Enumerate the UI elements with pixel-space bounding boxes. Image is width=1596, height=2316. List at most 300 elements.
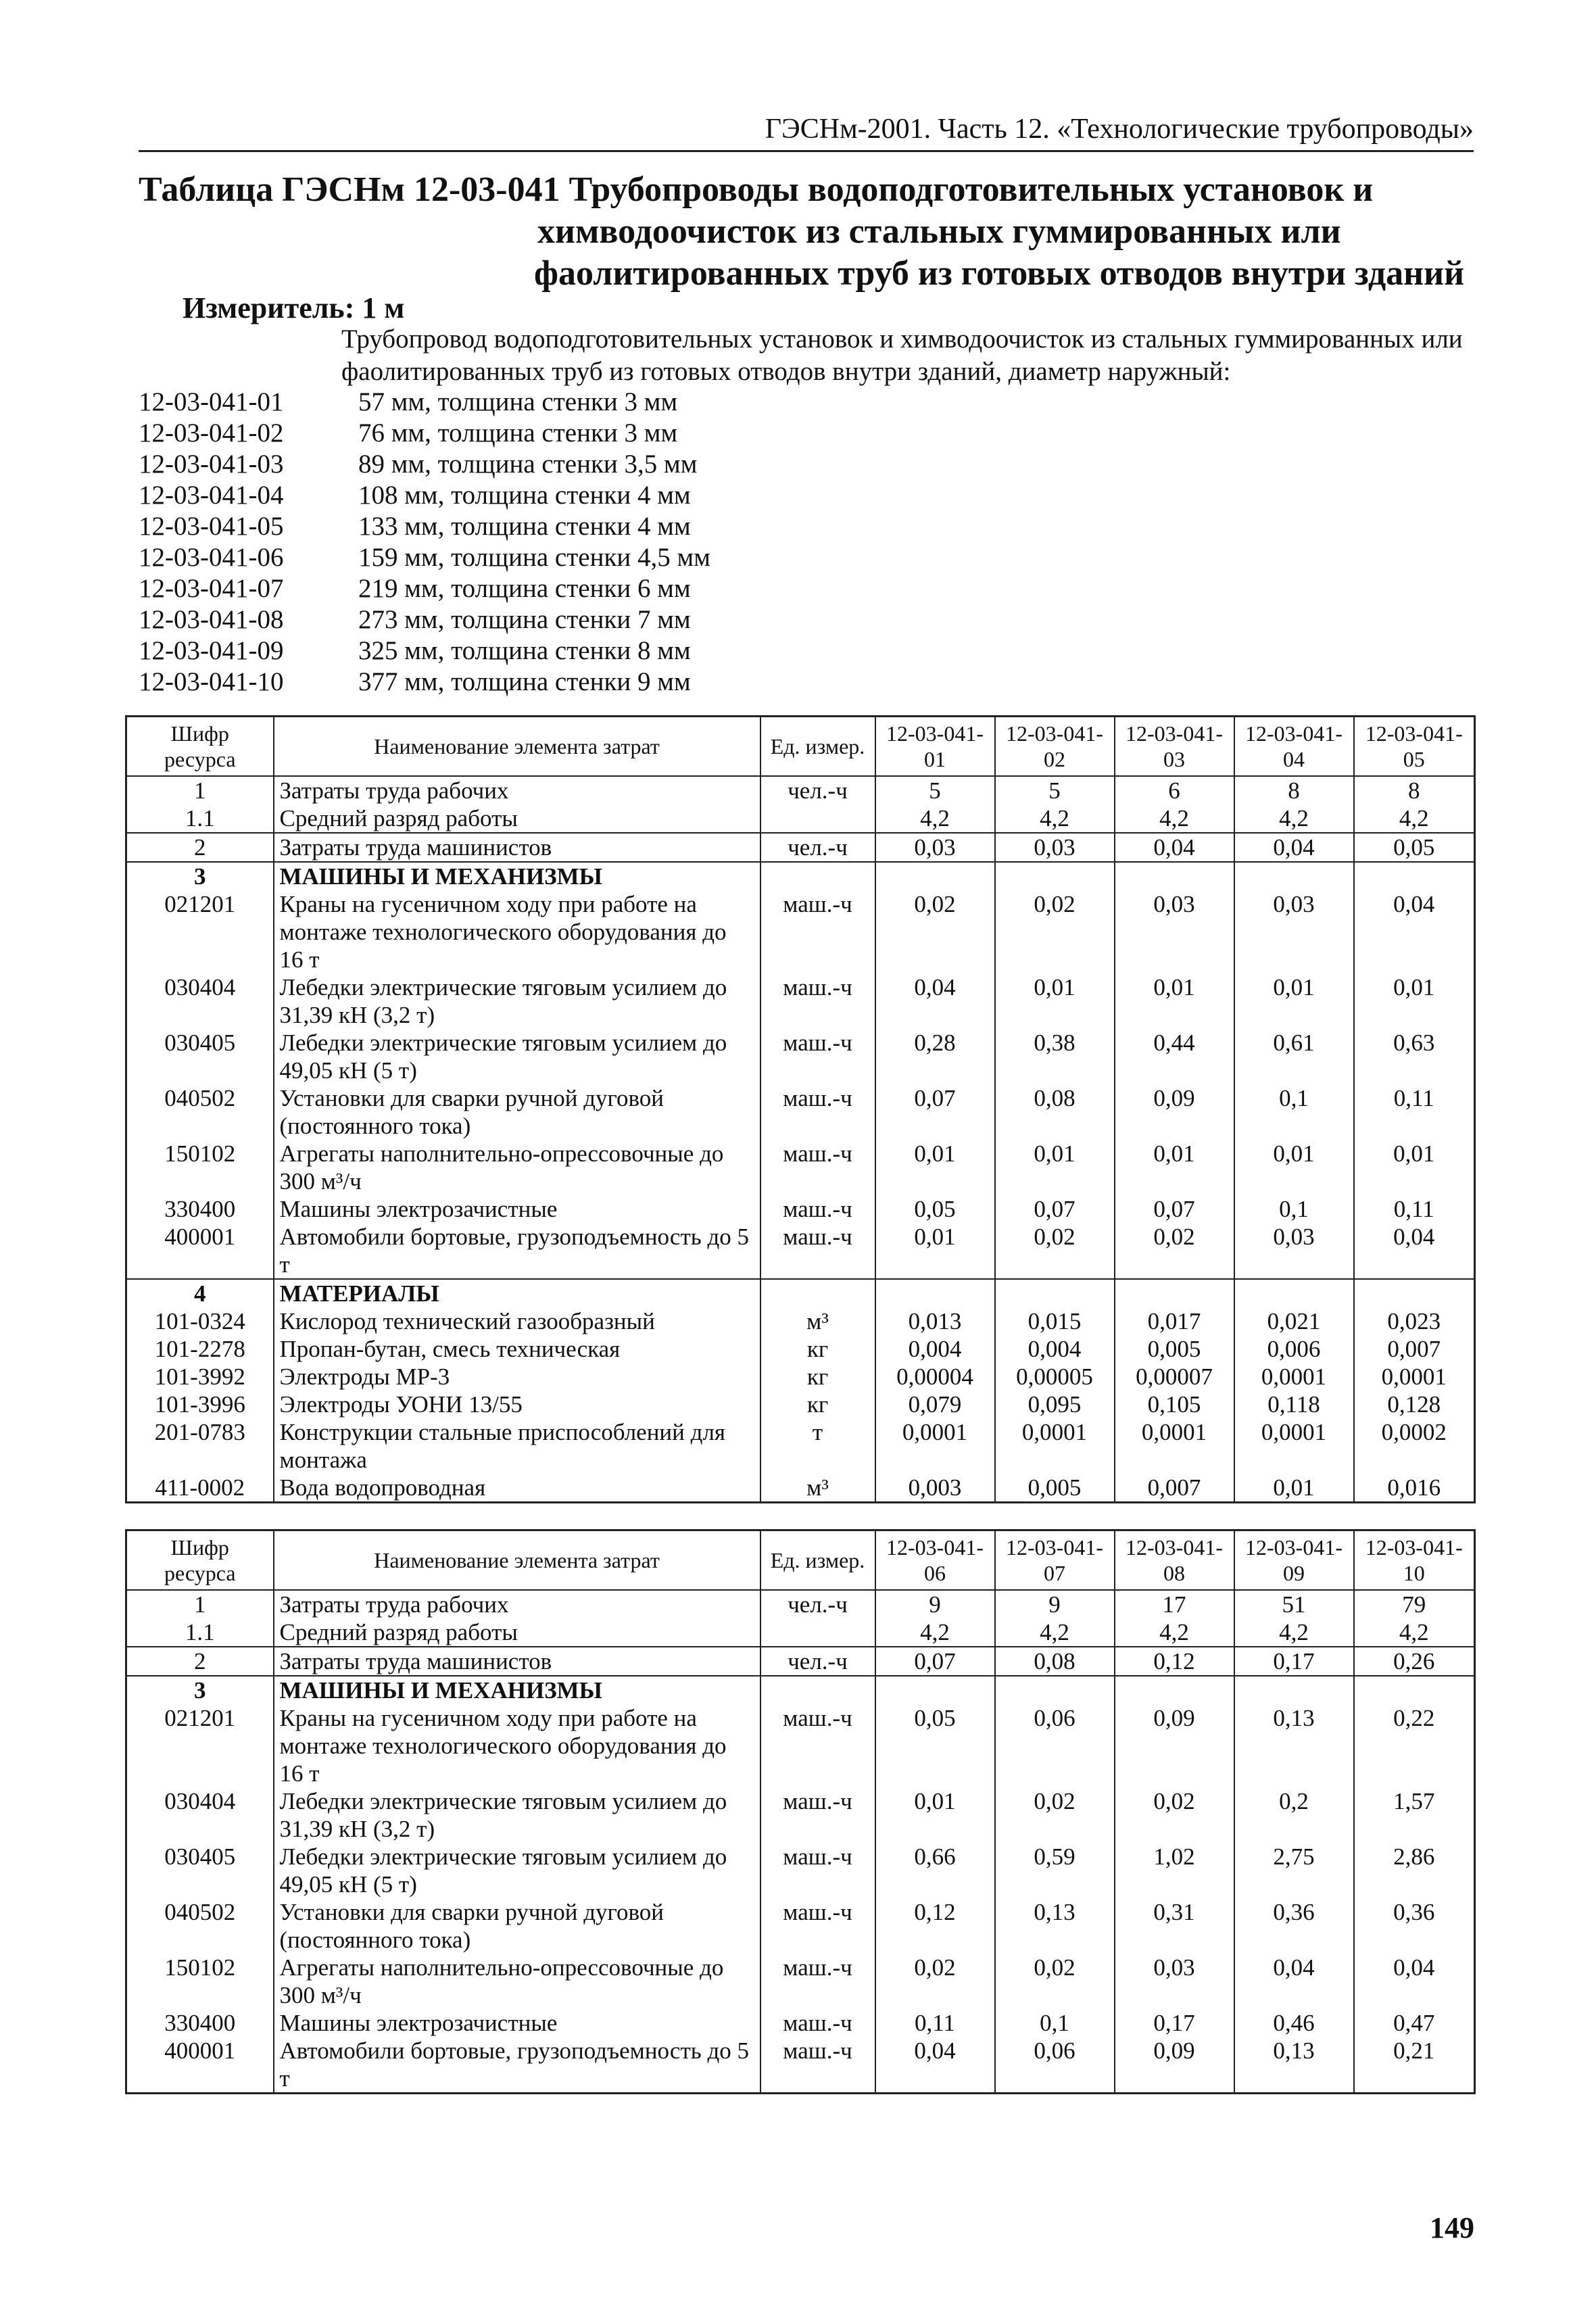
work-item-code: 12-03-041-04 (139, 481, 284, 510)
norm-value: 0,021 (1234, 1307, 1354, 1335)
work-item-code: 12-03-041-03 (139, 450, 284, 479)
norm-value: 0,46 (1234, 2009, 1354, 2037)
work-item-code: 12-03-041-07 (139, 574, 284, 603)
norm-value: 4,2 (875, 1618, 995, 1647)
norm-value: 0,017 (1115, 1307, 1234, 1335)
unit-of-measure: маш.-ч (760, 1195, 875, 1223)
header-norm-code: 12-03-041-10 (1354, 1530, 1475, 1591)
title-line-3: фаолитированных труб из готовых отводов внутри зданий (534, 254, 1465, 293)
cost-element-name: Краны на гусеничном ходу при работе на монтаже технологического оборудования до 16 т (274, 890, 760, 973)
norm-value: 79 (1354, 1590, 1475, 1618)
norm-value: 0,03 (1234, 1223, 1354, 1279)
resource-code: 1 (126, 776, 274, 804)
work-item-text: 377 мм, толщина стенки 9 мм (358, 667, 691, 696)
resource-code: 021201 (126, 1704, 274, 1787)
resource-code: 2 (126, 833, 274, 862)
work-item-text: 325 мм, толщина стенки 8 мм (358, 636, 691, 665)
table-row (126, 1787, 1475, 1843)
norm-value: 0,28 (875, 1029, 995, 1084)
norm-value: 0,04 (1354, 1223, 1475, 1279)
table-row (126, 1029, 1475, 1084)
resource-code: 150102 (126, 1954, 274, 2009)
unit-of-measure: маш.-ч (760, 1140, 875, 1195)
unit-of-measure: маш.-ч (760, 1787, 875, 1843)
norm-value (1234, 1676, 1354, 1704)
section-row (126, 1279, 1475, 1307)
unit-of-measure: маш.-ч (760, 1084, 875, 1140)
norm-value: 0,09 (1115, 1084, 1234, 1140)
resource-code: 1 (126, 1590, 274, 1618)
norm-value: 6 (1115, 776, 1234, 804)
work-item-text: 108 мм, толщина стенки 4 мм (358, 481, 691, 510)
page-number: 149 (1430, 2211, 1474, 2244)
table-row (126, 1195, 1475, 1223)
norm-value: 0,66 (875, 1843, 995, 1898)
work-item-code: 12-03-041-10 (139, 667, 284, 696)
work-item-text: 273 мм, толщина стенки 7 мм (358, 605, 691, 634)
header-norm-code: 12-03-041-03 (1115, 717, 1234, 777)
norm-value (995, 1279, 1115, 1307)
norm-value: 0,44 (1115, 1029, 1234, 1084)
norm-value: 0,004 (875, 1335, 995, 1363)
norm-value: 0,04 (875, 973, 995, 1029)
norm-value: 0,09 (1115, 2037, 1234, 2094)
measure-unit: Измеритель: 1 м (183, 291, 405, 324)
norm-value: 0,04 (1354, 1954, 1475, 2009)
work-item (139, 635, 710, 667)
norm-value (995, 1676, 1115, 1704)
norm-value: 0,08 (995, 1084, 1115, 1140)
norm-value: 0,1 (995, 2009, 1115, 2037)
cost-element-name: Агрегаты наполнительно-опрессовочные до 300 м³/ч (274, 1954, 760, 2009)
unit-of-measure: чел.-ч (760, 1590, 875, 1618)
norm-value: 0,04 (875, 2037, 995, 2094)
header-unit: Ед. измер. (760, 717, 875, 777)
norm-value (1234, 862, 1354, 890)
resource-code: 400001 (126, 2037, 274, 2094)
norm-value: 51 (1234, 1590, 1354, 1618)
header-norm-code: 12-03-041-01 (875, 717, 995, 777)
header-norm-code: 12-03-041-04 (1234, 717, 1354, 777)
work-item (139, 542, 710, 573)
work-item-text: 159 мм, толщина стенки 4,5 мм (358, 543, 710, 572)
norm-value: 0,02 (995, 1787, 1115, 1843)
resource-code: 101-2278 (126, 1335, 274, 1363)
table-row (126, 890, 1475, 973)
work-item-text: 133 мм, толщина стенки 4 мм (358, 512, 691, 541)
norm-value: 0,013 (875, 1307, 995, 1335)
cost-element-name: Лебедки электрические тяговым усилием до 31,39 кН (3,2 т) (274, 1787, 760, 1843)
norm-value: 0,01 (1234, 1140, 1354, 1195)
table-row (126, 1140, 1475, 1195)
work-item (139, 387, 710, 418)
table-title (139, 169, 1474, 295)
norm-value: 0,03 (1234, 890, 1354, 973)
norm-value: 0,21 (1354, 2037, 1475, 2094)
norm-value: 9 (875, 1590, 995, 1618)
cost-element-name: Затраты труда рабочих (274, 1590, 760, 1618)
unit-of-measure: м³ (760, 1474, 875, 1503)
norm-value: 0,01 (1115, 973, 1234, 1029)
norm-value: 0,01 (875, 1140, 995, 1195)
norm-value: 0,0002 (1354, 1418, 1475, 1474)
resource-code: 4 (126, 1279, 274, 1307)
norm-value: 4,2 (1115, 1618, 1234, 1647)
resource-code: 1.1 (126, 1618, 274, 1647)
norm-value: 0,11 (1354, 1195, 1475, 1223)
norm-value: 0,03 (1115, 1954, 1234, 2009)
norm-value: 0,02 (875, 890, 995, 973)
unit-of-measure: маш.-ч (760, 1223, 875, 1279)
unit-of-measure: маш.-ч (760, 1843, 875, 1898)
norm-value (995, 862, 1115, 890)
work-description: Трубопровод водоподготовительных установок и химводоочисток из стальных гуммированных или фаолитированных труб из готовых отводов внутри зданий, диаметр наружный: (341, 324, 1463, 386)
norm-value: 0,095 (995, 1391, 1115, 1418)
header-name: Наименование элемента затрат (274, 717, 760, 777)
unit-of-measure: кг (760, 1335, 875, 1363)
header-code: Шифр ресурса (126, 717, 274, 777)
table-row (126, 1474, 1475, 1503)
norm-value: 0,01 (1234, 1474, 1354, 1503)
cost-element-name: Лебедки электрические тяговым усилием до 49,05 кН (5 т) (274, 1843, 760, 1898)
norm-value: 5 (875, 776, 995, 804)
cost-element-name: Лебедки электрические тяговым усилием до 49,05 кН (5 т) (274, 1029, 760, 1084)
title-line-2: химводоочисток из стальных гуммированных или (537, 212, 1341, 251)
norm-value: 0,07 (875, 1647, 995, 1676)
unit-of-measure: кг (760, 1391, 875, 1418)
cost-element-name: Затраты труда рабочих (274, 776, 760, 804)
cost-element-name: Установки для сварки ручной дуговой (постоянного тока) (274, 1898, 760, 1954)
work-item (139, 573, 710, 604)
cost-element-name: Конструкции стальные приспособлений для монтажа (274, 1418, 760, 1474)
norm-value (1354, 862, 1475, 890)
work-item (139, 667, 710, 698)
norm-value: 0,31 (1115, 1898, 1234, 1954)
norm-value: 0,004 (995, 1335, 1115, 1363)
work-item-code: 12-03-041-06 (139, 543, 284, 572)
norm-value: 0,12 (875, 1898, 995, 1954)
norm-value: 8 (1354, 776, 1475, 804)
cost-element-name: Лебедки электрические тяговым усилием до 31,39 кН (3,2 т) (274, 973, 760, 1029)
table-row (126, 1618, 1475, 1647)
cost-element-name: Машины электрозачистные (274, 2009, 760, 2037)
norm-value: 0,36 (1234, 1898, 1354, 1954)
resource-code: 3 (126, 1676, 274, 1704)
norm-value: 0,02 (1115, 1787, 1234, 1843)
norm-value: 0,05 (875, 1195, 995, 1223)
norm-value: 0,06 (995, 1704, 1115, 1787)
section-row (126, 862, 1475, 890)
table-row (126, 1084, 1475, 1140)
norm-value: 0,09 (1115, 1704, 1234, 1787)
work-item (139, 418, 710, 449)
norm-value: 0,03 (995, 833, 1115, 862)
norm-value: 0,2 (1234, 1787, 1354, 1843)
norm-value: 1,57 (1354, 1787, 1475, 1843)
norm-value: 5 (995, 776, 1115, 804)
norm-value: 0,00005 (995, 1363, 1115, 1391)
norm-value (1115, 862, 1234, 890)
table-row (126, 1418, 1475, 1474)
resource-code: 3 (126, 862, 274, 890)
unit-of-measure: т (760, 1418, 875, 1474)
header-norm-code: 12-03-041-07 (995, 1530, 1115, 1591)
cost-element-name: Пропан-бутан, смесь техническая (274, 1335, 760, 1363)
work-items-list (139, 387, 710, 698)
norm-value (1115, 1676, 1234, 1704)
norm-value: 0,13 (1234, 1704, 1354, 1787)
cost-element-name: Краны на гусеничном ходу при работе на монтаже технологического оборудования до 16 т (274, 1704, 760, 1787)
table-row (126, 804, 1475, 833)
norm-value: 0,118 (1234, 1391, 1354, 1418)
norm-value: 4,2 (995, 804, 1115, 833)
norm-value: 0,01 (1354, 1140, 1475, 1195)
cost-element-name: Агрегаты наполнительно-опрессовочные до 300 м³/ч (274, 1140, 760, 1195)
unit-of-measure (760, 1618, 875, 1647)
work-item-text: 89 мм, толщина стенки 3,5 мм (358, 450, 698, 479)
work-item-text: 76 мм, толщина стенки 3 мм (358, 418, 678, 448)
norm-value: 0,13 (995, 1898, 1115, 1954)
norm-value: 0,03 (875, 833, 995, 862)
cost-element-name: Машины электрозачистные (274, 1195, 760, 1223)
header-name: Наименование элемента затрат (274, 1530, 760, 1591)
unit-of-measure: маш.-ч (760, 1704, 875, 1787)
norm-value: 0,01 (1354, 973, 1475, 1029)
norm-value: 0,05 (1354, 833, 1475, 862)
resource-code: 040502 (126, 1084, 274, 1140)
norm-value: 0,0001 (1234, 1418, 1354, 1474)
norm-value: 0,1 (1234, 1084, 1354, 1140)
norm-value: 17 (1115, 1590, 1234, 1618)
work-item-code: 12-03-041-01 (139, 387, 284, 416)
unit-of-measure: чел.-ч (760, 776, 875, 804)
norm-value: 0,22 (1354, 1704, 1475, 1787)
norms-table-1 (125, 715, 1476, 1503)
resource-code: 411-0002 (126, 1474, 274, 1503)
norm-value: 0,26 (1354, 1647, 1475, 1676)
norm-value: 1,02 (1115, 1843, 1234, 1898)
unit-of-measure: м³ (760, 1307, 875, 1335)
resource-code: 021201 (126, 890, 274, 973)
cost-element-name: Кислород технический газообразный (274, 1307, 760, 1335)
table-row (126, 1954, 1475, 2009)
resource-code: 2 (126, 1647, 274, 1676)
cost-element-name: Электроды УОНИ 13/55 (274, 1391, 760, 1418)
norm-value: 4,2 (875, 804, 995, 833)
norm-value: 0,02 (995, 1223, 1115, 1279)
cost-element-name: Автомобили бортовые, грузоподъемность до 5 т (274, 1223, 760, 1279)
norm-value: 0,04 (1115, 833, 1234, 862)
norm-value: 0,36 (1354, 1898, 1475, 1954)
resource-code: 101-3996 (126, 1391, 274, 1418)
header-norm-code: 12-03-041-02 (995, 717, 1115, 777)
table-row (126, 2009, 1475, 2037)
norm-value (875, 862, 995, 890)
unit-of-measure: кг (760, 1363, 875, 1391)
cost-element-name: МАШИНЫ И МЕХАНИЗМЫ (274, 1676, 760, 1704)
norm-value: 0,01 (875, 1787, 995, 1843)
title-line-1: Таблица ГЭСНм 12-03-041 Трубопроводы водоподготовительных установок и (139, 170, 1374, 209)
cost-element-name: Затраты труда машинистов (274, 1647, 760, 1676)
header-norm-code: 12-03-041-05 (1354, 717, 1475, 777)
norm-value: 0,0001 (875, 1418, 995, 1474)
header-norm-code: 12-03-041-09 (1234, 1530, 1354, 1591)
norm-value: 0,07 (875, 1084, 995, 1140)
norm-value: 0,0001 (1115, 1418, 1234, 1474)
table-row (126, 1843, 1475, 1898)
norm-value: 0,12 (1115, 1647, 1234, 1676)
cost-element-name: Средний разряд работы (274, 1618, 760, 1647)
norm-value: 9 (995, 1590, 1115, 1618)
header-unit: Ед. измер. (760, 1530, 875, 1591)
unit-of-measure (760, 1676, 875, 1704)
work-item-code: 12-03-041-09 (139, 636, 284, 665)
norm-value: 0,02 (995, 890, 1115, 973)
norm-value: 0,61 (1234, 1029, 1354, 1084)
norm-value: 0,00004 (875, 1363, 995, 1391)
norm-value: 0,01 (1115, 1140, 1234, 1195)
table-row (126, 833, 1475, 862)
norm-value: 0,016 (1354, 1474, 1475, 1503)
resource-code: 101-0324 (126, 1307, 274, 1335)
cost-element-name: Средний разряд работы (274, 804, 760, 833)
norm-value: 0,17 (1234, 1647, 1354, 1676)
norm-value: 8 (1234, 776, 1354, 804)
resource-code: 030405 (126, 1843, 274, 1898)
work-item-text: 219 мм, толщина стенки 6 мм (358, 574, 691, 603)
norm-value: 0,01 (995, 973, 1115, 1029)
work-item-code: 12-03-041-05 (139, 512, 284, 541)
table-row (126, 1335, 1475, 1363)
unit-of-measure: маш.-ч (760, 1029, 875, 1084)
norm-value: 0,0001 (1234, 1363, 1354, 1391)
norm-value: 0,07 (1115, 1195, 1234, 1223)
unit-of-measure (760, 1279, 875, 1307)
norm-value (875, 1279, 995, 1307)
norm-value: 0,003 (875, 1474, 995, 1503)
norm-value: 0,07 (995, 1195, 1115, 1223)
cost-element-name: Автомобили бортовые, грузоподъемность до 5 т (274, 2037, 760, 2094)
cost-element-name: Вода водопроводная (274, 1474, 760, 1503)
norm-value: 0,01 (995, 1140, 1115, 1195)
table-row (126, 1363, 1475, 1391)
norm-value: 0,02 (875, 1954, 995, 2009)
norm-value: 0,04 (1234, 833, 1354, 862)
norm-value: 4,2 (1234, 1618, 1354, 1647)
work-item-text: 57 мм, толщина стенки 3 мм (358, 387, 678, 416)
norm-value: 4,2 (1115, 804, 1234, 833)
norm-value (1115, 1279, 1234, 1307)
norm-value: 4,2 (1354, 1618, 1475, 1647)
norm-value: 0,47 (1354, 2009, 1475, 2037)
unit-of-measure: маш.-ч (760, 1898, 875, 1954)
work-item (139, 511, 710, 542)
cost-element-name: Затраты труда машинистов (274, 833, 760, 862)
resource-code: 030404 (126, 973, 274, 1029)
norm-value (1354, 1279, 1475, 1307)
unit-of-measure (760, 804, 875, 833)
norm-value: 0,079 (875, 1391, 995, 1418)
running-header: ГЭСНм-2001. Часть 12. «Технологические трубопроводы» (139, 108, 1474, 152)
cost-element-name: МАТЕРИАЛЫ (274, 1279, 760, 1307)
norm-value: 0,05 (875, 1704, 995, 1787)
work-item-code: 12-03-041-08 (139, 605, 284, 634)
norm-value: 0,02 (1115, 1223, 1234, 1279)
resource-code: 400001 (126, 1223, 274, 1279)
norm-value: 0,08 (995, 1647, 1115, 1676)
norm-value: 0,006 (1234, 1335, 1354, 1363)
table-header-row (126, 1530, 1475, 1591)
norm-value: 0,01 (875, 1223, 995, 1279)
unit-of-measure: маш.-ч (760, 2009, 875, 2037)
work-item (139, 449, 710, 480)
unit-of-measure: чел.-ч (760, 833, 875, 862)
cost-element-name: Электроды МР-3 (274, 1363, 760, 1391)
resource-code: 1.1 (126, 804, 274, 833)
norm-value: 0,1 (1234, 1195, 1354, 1223)
table-row (126, 776, 1475, 804)
resource-code: 040502 (126, 1898, 274, 1954)
norm-value: 0,38 (995, 1029, 1115, 1084)
table-row (126, 1391, 1475, 1418)
table-header-row (126, 717, 1475, 777)
resource-code: 150102 (126, 1140, 274, 1195)
unit-of-measure: маш.-ч (760, 1954, 875, 2009)
norm-value: 4,2 (995, 1618, 1115, 1647)
norm-value: 0,007 (1354, 1335, 1475, 1363)
norm-value: 0,00007 (1115, 1363, 1234, 1391)
table-row (126, 1223, 1475, 1279)
resource-code: 330400 (126, 1195, 274, 1223)
table-row (126, 1898, 1475, 1954)
norm-value: 0,005 (1115, 1335, 1234, 1363)
norm-value: 4,2 (1234, 804, 1354, 833)
work-item (139, 604, 710, 635)
norm-value: 0,13 (1234, 2037, 1354, 2094)
norm-value: 0,0001 (995, 1418, 1115, 1474)
norm-value: 0,02 (995, 1954, 1115, 2009)
table-row (126, 973, 1475, 1029)
norm-value: 0,04 (1234, 1954, 1354, 2009)
norm-value (1354, 1676, 1475, 1704)
unit-of-measure: маш.-ч (760, 890, 875, 973)
table-row (126, 2037, 1475, 2094)
norm-value: 0,005 (995, 1474, 1115, 1503)
header-norm-code: 12-03-041-08 (1115, 1530, 1234, 1591)
header-norm-code: 12-03-041-06 (875, 1530, 995, 1591)
work-item (139, 480, 710, 511)
table-row (126, 1704, 1475, 1787)
norm-value: 0,11 (1354, 1084, 1475, 1140)
cost-element-name: Установки для сварки ручной дуговой (постоянного тока) (274, 1084, 760, 1140)
section-row (126, 1676, 1475, 1704)
norm-value: 0,11 (875, 2009, 995, 2037)
table-row (126, 1307, 1475, 1335)
header-code: Шифр ресурса (126, 1530, 274, 1591)
unit-of-measure (760, 862, 875, 890)
norm-value: 0,023 (1354, 1307, 1475, 1335)
unit-of-measure: чел.-ч (760, 1647, 875, 1676)
norm-value: 0,128 (1354, 1391, 1475, 1418)
norm-value: 4,2 (1354, 804, 1475, 833)
unit-of-measure: маш.-ч (760, 2037, 875, 2094)
norm-value: 0,105 (1115, 1391, 1234, 1418)
table-row (126, 1590, 1475, 1618)
norm-value: 0,015 (995, 1307, 1115, 1335)
norm-value: 0,0001 (1354, 1363, 1475, 1391)
unit-of-measure: маш.-ч (760, 973, 875, 1029)
norm-value: 0,007 (1115, 1474, 1234, 1503)
